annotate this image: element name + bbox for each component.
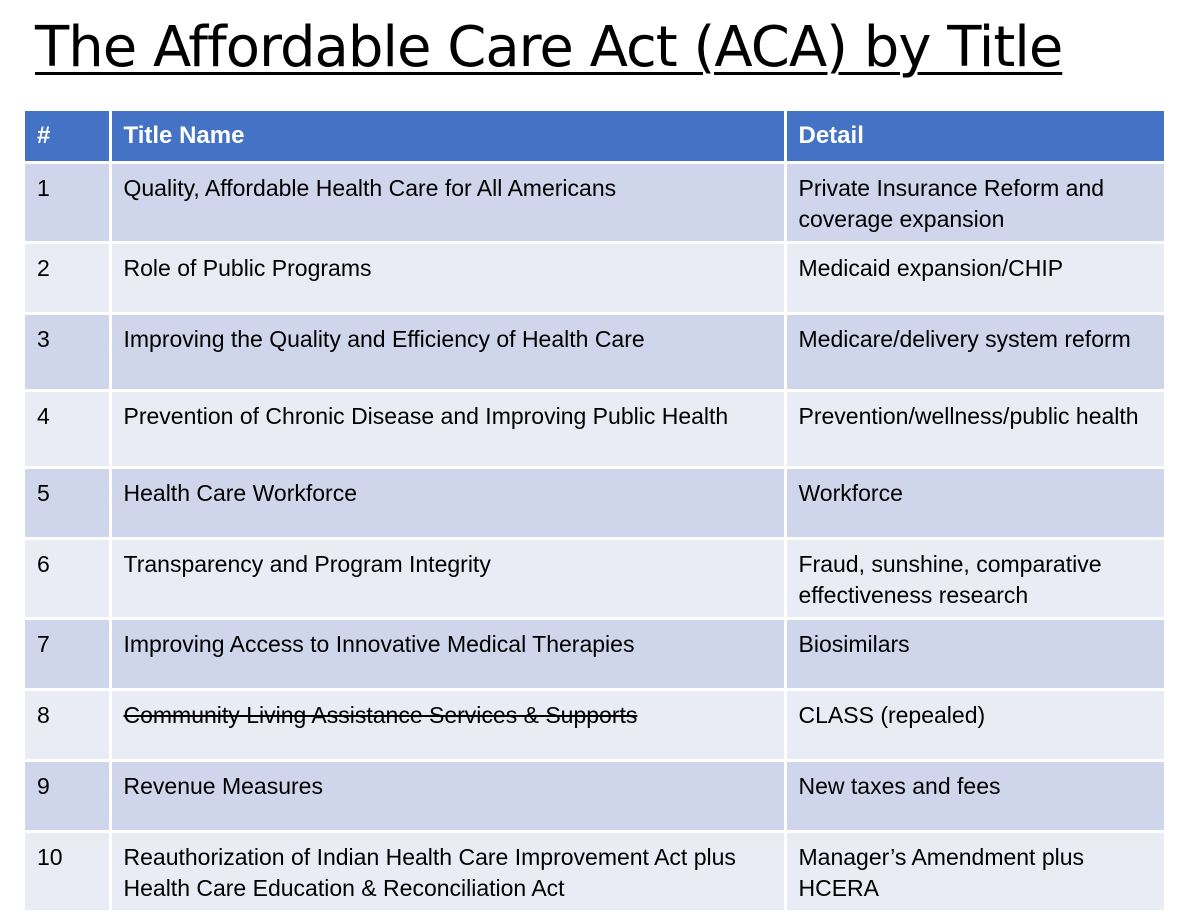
table-row bbox=[25, 243, 1164, 314]
title-detail: Manager’s Amendment plus HCERA bbox=[785, 832, 1164, 912]
table-row bbox=[25, 690, 1164, 761]
title-number: 4 bbox=[25, 391, 110, 468]
title-number: 10 bbox=[25, 832, 110, 912]
title-name bbox=[110, 690, 785, 761]
title-name: Transparency and Program Integrity bbox=[110, 539, 785, 619]
title-number: 1 bbox=[25, 163, 110, 243]
table-row bbox=[25, 832, 1164, 912]
title-detail: Medicare/delivery system reform bbox=[785, 314, 1164, 391]
title-name: Prevention of Chronic Disease and Improving Public Health bbox=[110, 391, 785, 468]
table-row bbox=[25, 391, 1164, 468]
title-name: Role of Public Programs bbox=[110, 243, 785, 314]
title-detail: Private Insurance Reform and coverage expansion bbox=[785, 163, 1164, 243]
title-number: 7 bbox=[25, 619, 110, 690]
page-title: The Affordable Care Act (ACA) by Title bbox=[35, 15, 1063, 80]
column-header-title-name: Title Name bbox=[110, 111, 785, 163]
column-header-number: # bbox=[25, 111, 110, 163]
title-name-struck-text: Community Living Assistance Services & Supports bbox=[123, 702, 638, 728]
title-detail: Workforce bbox=[785, 468, 1164, 539]
table-row bbox=[25, 619, 1164, 690]
title-name: Improving Access to Innovative Medical Therapies bbox=[110, 619, 785, 690]
table-row bbox=[25, 163, 1164, 243]
title-detail: Medicaid expansion/CHIP bbox=[785, 243, 1164, 314]
title-number: 5 bbox=[25, 468, 110, 539]
title-number: 6 bbox=[25, 539, 110, 619]
title-detail: CLASS (repealed) bbox=[785, 690, 1164, 761]
aca-titles-table bbox=[25, 111, 1164, 913]
title-number: 9 bbox=[25, 761, 110, 832]
title-detail: Biosimilars bbox=[785, 619, 1164, 690]
table-row bbox=[25, 468, 1164, 539]
column-header-detail: Detail bbox=[785, 111, 1164, 163]
title-detail: New taxes and fees bbox=[785, 761, 1164, 832]
table-row bbox=[25, 539, 1164, 619]
title-name: Health Care Workforce bbox=[110, 468, 785, 539]
table-row bbox=[25, 314, 1164, 391]
title-number: 2 bbox=[25, 243, 110, 314]
title-detail: Fraud, sunshine, comparative effectiveness research bbox=[785, 539, 1164, 619]
table-header-row bbox=[25, 111, 1164, 163]
table-row bbox=[25, 761, 1164, 832]
title-number: 3 bbox=[25, 314, 110, 391]
title-name: Improving the Quality and Efficiency of Health Care bbox=[110, 314, 785, 391]
title-detail: Prevention/wellness/public health bbox=[785, 391, 1164, 468]
title-name: Revenue Measures bbox=[110, 761, 785, 832]
title-name: Quality, Affordable Health Care for All Americans bbox=[110, 163, 785, 243]
title-number: 8 bbox=[25, 690, 110, 761]
title-name: Reauthorization of Indian Health Care Improvement Act plus Health Care Education & Reconciliation Act bbox=[110, 832, 785, 912]
